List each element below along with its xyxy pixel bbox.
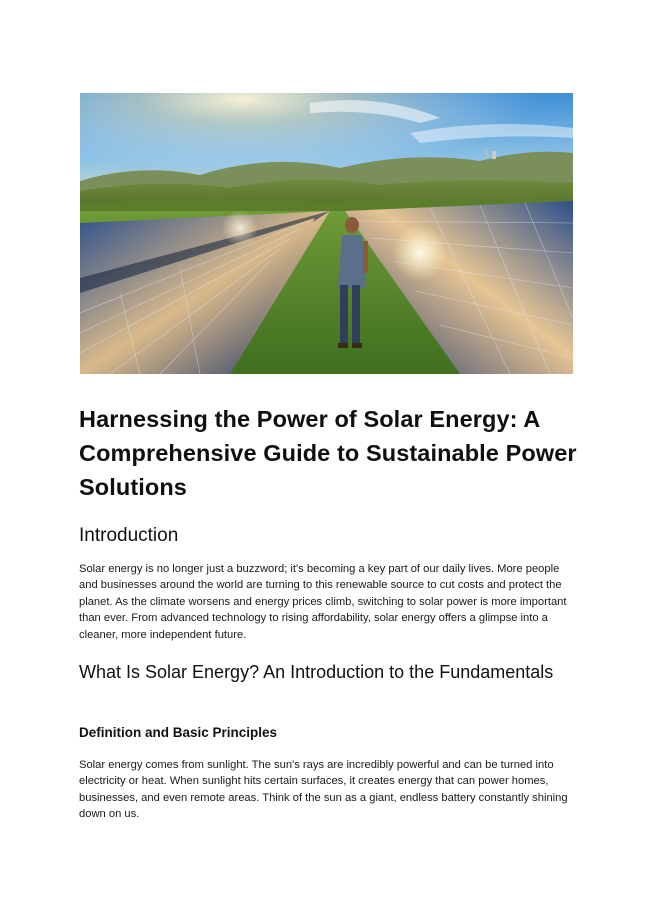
introduction-paragraph: Solar energy is no longer just a buzzword; it's becoming a key part of our daily lives. More people and businesses around the world are turning to this renewable source to cut costs and protect the planet. As the climate worsens and energy prices climb, switching to solar power is more important than ever. From advanced technology to rising affordability, solar energy offers a glimpse into a cleaner, more independent future.	[79, 563, 567, 641]
section-paragraph: Solar energy comes from sunlight. The sun's rays are incredibly powerful and can be turned into electricity or heat. When sunlight hits certain surfaces, it creates energy that can power homes, businesses, and even remote areas. Think of the sun as a giant, endless battery constantly shining down on us.	[79, 759, 568, 821]
article-title: Harnessing the Power of Solar Energy: A Comprehensive Guide to Sustainable Power Solutions	[79, 406, 577, 500]
introduction-heading: Introduction	[79, 525, 179, 546]
section-heading: What Is Solar Energy? An Introduction to the Fundamentals	[79, 662, 554, 682]
hero-image	[80, 93, 573, 374]
section-subheading: Definition and Basic Principles	[79, 725, 278, 740]
solar-farm-illustration	[80, 93, 573, 374]
